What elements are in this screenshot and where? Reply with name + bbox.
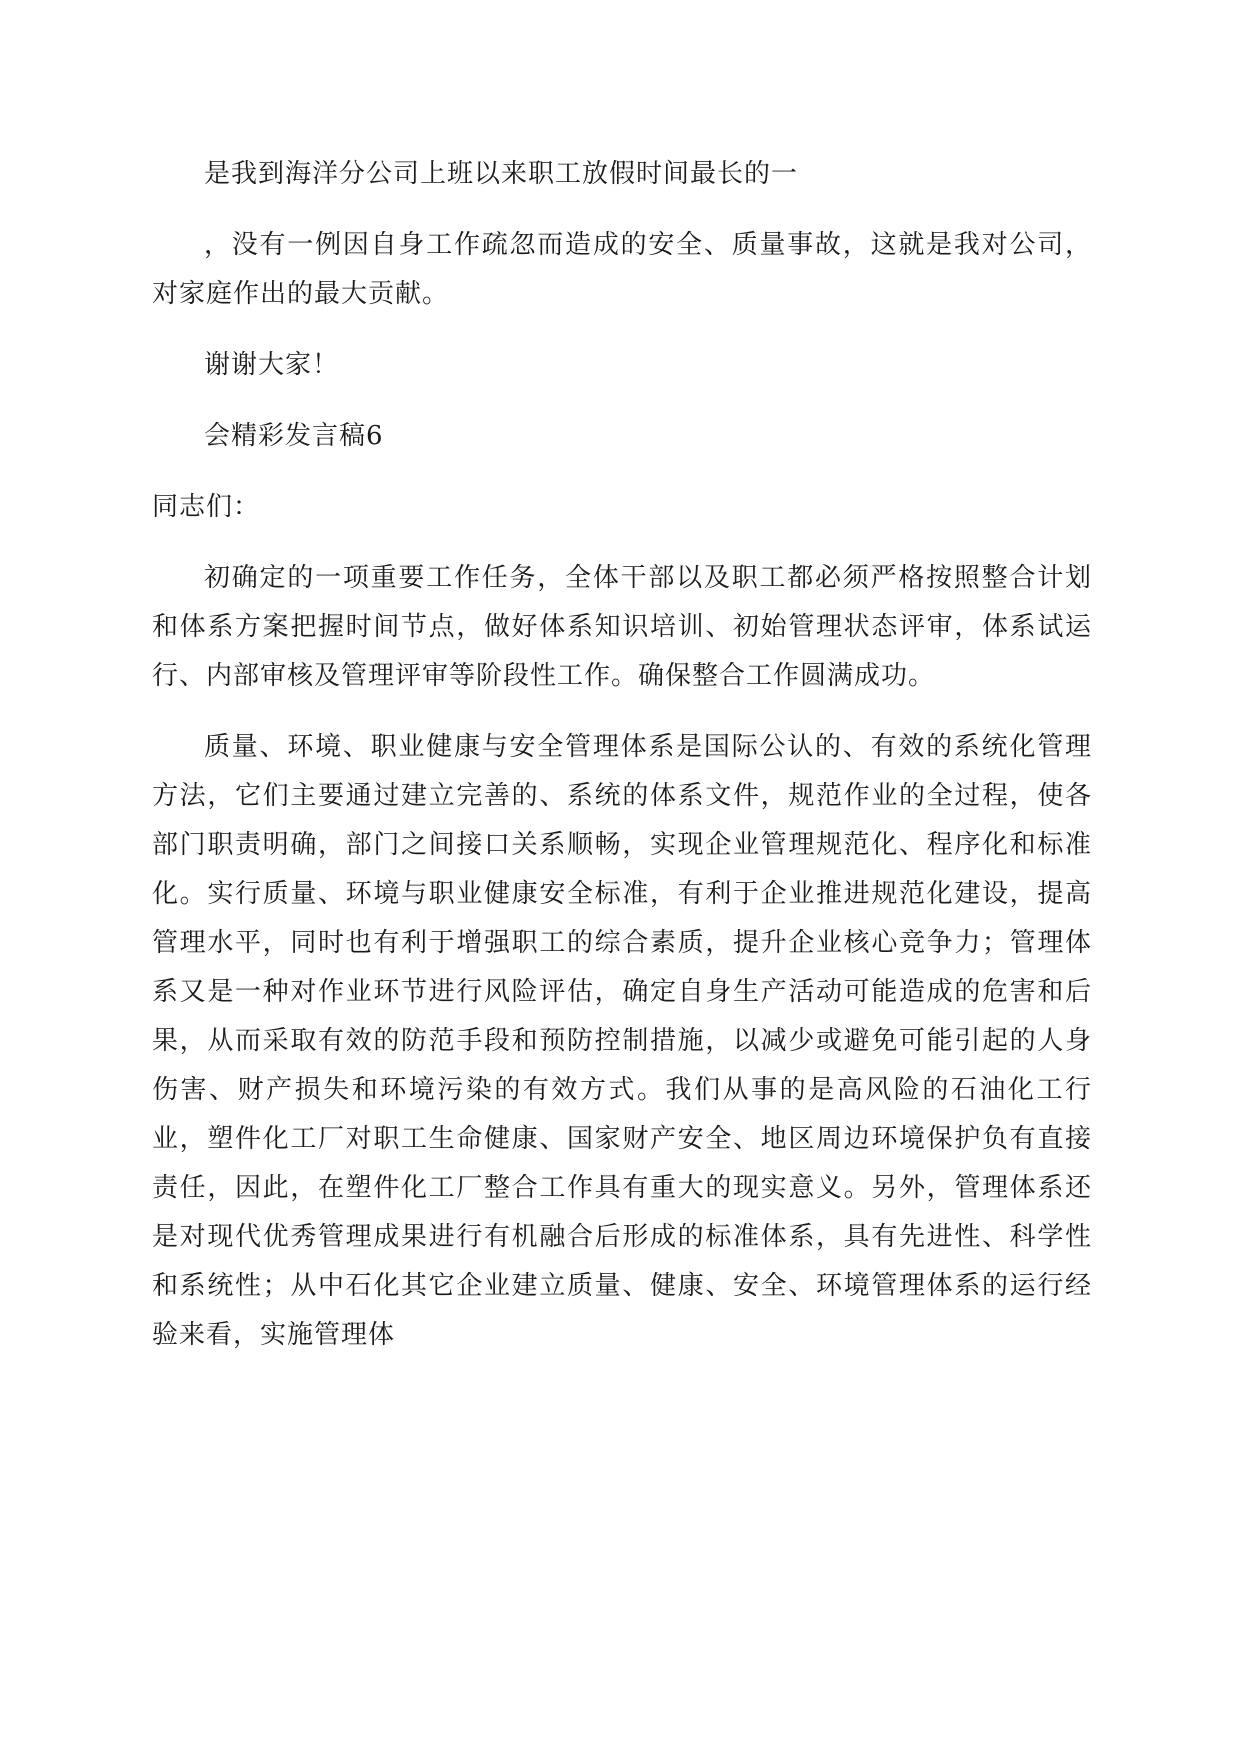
paragraph-4: 初确定的一项重要工作任务，全体干部以及职工都必须严格按照整合计划和体系方案把握时间节点，做好体系知识培训、初始管理状态评审，体系试运行、内部审核及管理评审等阶段性工作。确保整合工作圆满成功。 (152, 563, 1092, 691)
paragraph-1: 是我到海洋分公司上班以来职工放假时间最长的一 (204, 159, 799, 189)
salutation: 同志们： (152, 492, 261, 522)
document-page (152, 150, 1092, 1360)
section-heading: 会精彩发言稿6 (204, 421, 384, 451)
paragraph-3: 谢谢大家！ (204, 350, 340, 380)
paragraph-2: ，没有一例因自身工作疏忽而造成的安全、质量事故，这就是我对公司，对家庭作出的最大贡献。 (152, 230, 1092, 309)
paragraph-5: 质量、环境、职业健康与安全管理体系是国际公认的、有效的系统化管理方法，它们主要通过建立完善的、系统的体系文件，规范作业的全过程，使各部门职责明确，部门之间接口关系顺畅，实现企业管理规范化、程序化和标准化。实行质量、环境与职业健康安全标准，有利于企业推进规范化建设，提高管理水平，同时也有利于增强职工的综合素质，提升企业核心竞争力；管理体系又是一种对作业环节进行风险评估，确定自身生产活动可能造成的危害和后果，从而采取有效的防范手段和预防控制措施，以减少或避免可能引起的人身伤害、财产损失和环境污染的有效方式。我们从事的是高风险的石油化工行业，塑件化工厂对职工生命健康、国家财产安全、地区周边环境保护负有直接责任，因此，在塑件化工厂整合工作具有重大的现实意义。另外，管理体系还是对现代优秀管理成果进行有机融合后形成的标准体系，具有先进性、科学性和系统性；从中石化其它企业建立质量、健康、安全、环境管理体系的运行经验来看，实施管理体 (152, 732, 1092, 1350)
